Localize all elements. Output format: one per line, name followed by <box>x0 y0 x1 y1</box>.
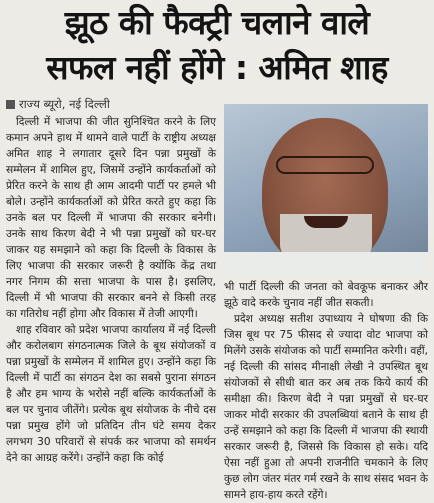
bullet-icon <box>6 100 15 109</box>
left-paragraph-1: दिल्ली में भाजपा की जीत सुनिश्चित करने के लिए कमान अपने हाथ में थामने वाले पार्टी के राष्ट्रीय अध्यक्ष अमित शाह ने लगातार दूसरे दिन पन्ना प्रमुखों के सम्मेलन में शामिल हुए, जिसमें उन्होंने कार्यकर्ताओं को प्रेरित करने के साथ ही आम आदमी पार्टी पर हमले भी बोले। उन्होंने कार्यकर्ताओं को प्रेरित करते हुए कहा कि उनके बल पर दिल्ली में भाजपा की सरकार बनेगी। उनके साथ किरण बेदी ने भी पन्ना प्रमुखों को घर-घर जाकर यह समझाने को कहा कि दिल्ली के विकास के लिए भाजपा की सरकार जरूरी है क्योंकि केंद्र तथा नगर निगम की सत्ता भाजपा के पास है। इसलिए, दिल्ली में भी भाजपा की सरकार बनने से किसी तरह का गतिरोध नहीं होगा और विकास में तेजी आएगी। <box>6 116 216 320</box>
glasses-shape <box>276 156 374 174</box>
collar-shape <box>224 252 428 276</box>
right-paragraph-2: प्रदेश अध्यक्ष सतीश उपाध्याय ने घोषणा की कि जिस बूथ पर 75 फीसद से ज्यादा वोट भाजपा को मिलेंगे उसके संयोजक को पार्टी सम्मानित करेगी। वहीं, नई दिल्ली की सांसद मीनाक्षी लेखी ने उपस्थित बूथ संयोजकों से सीधी बात कर अब तक किये कार्य की समीक्षा की। किरण बेदी ने पन्ना प्रमुखों से घर-घर जाकर मोदी सरकार की उपलब्धियां बताने के साथ ही उन्हें समझाने को कहा कि दिल्ली में भाजपा की स्थायी सरकार जरूरी है, जिससे कि विकास हो सके। यदि ऐसा नहीं हुआ तो अपनी राजनीति चमकाने के लिए कुछ लोग जंतर मंतर गर्म रखने के साथ संसद भवन के सामने हाय-हाय करते रहेंगे। <box>224 313 428 501</box>
byline <box>6 97 110 112</box>
left-paragraph-2: शाह रविवार को प्रदेश भाजपा कार्यालय में नई दिल्ली और करोलबाग संगठनात्मक जिले के बूथ संयोजकों व पन्ना प्रमुखों के सम्मेलन में शामिल हुए। उन्होंने कहा कि दिल्ली में पार्टी का संगठन देश का सबसे पुराना संगठन है और हम भाग्य के भरोसे नहीं बल्कि कार्यकर्ताओं के बल पर चुनाव जीतेंगे। प्रत्येक बूथ संयोजक के नीचे दस पन्ना प्रमुख होंगे जो प्रतिदिन तीन घंटे समय देकर लगभग 30 परिवारों से संपर्क कर भाजपा को समर्थन देने का आग्रह करेंगे। उन्होंने कहा कि कोई <box>6 324 216 464</box>
headline-line-1: झूठ की फैक्ट्री चलाने वाले <box>64 3 370 42</box>
right-paragraph-1: भी पार्टी दिल्ली की जनता को बेवकूफ बनाकर और झूठे वादे करके चुनाव नहीं जीत सकती। <box>224 281 428 309</box>
left-column <box>6 114 216 466</box>
headline-line-2: सफल नहीं होंगे : अमित शाह <box>46 48 388 87</box>
right-column <box>224 279 428 503</box>
portrait-photo <box>224 104 428 276</box>
byline-text: राज्य ब्यूरो, नई दिल्ली <box>19 97 110 111</box>
headline <box>0 0 434 92</box>
mouth-shape <box>304 216 348 228</box>
